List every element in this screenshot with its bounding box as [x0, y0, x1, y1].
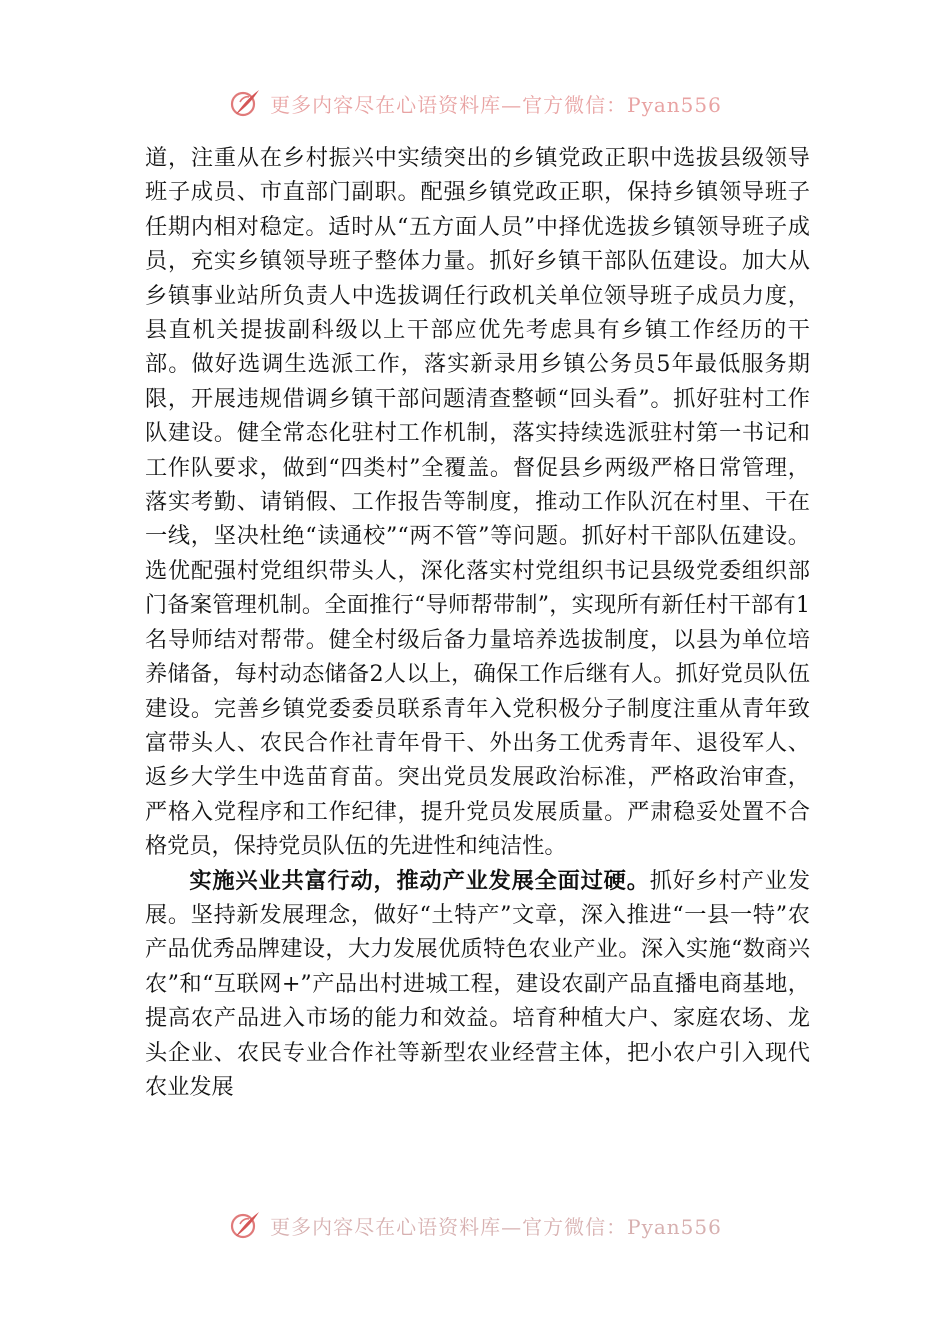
- paragraph-2-heading: 实施兴业共富行动，推动产业发展全面过硬。: [189, 867, 650, 894]
- body-text: [145, 141, 810, 1104]
- quill-logo-icon: [228, 86, 262, 120]
- paragraph-2: [145, 864, 810, 1105]
- paragraph-2-text: 抓好乡村产业发展。坚持新发展理念，做好“土特产”文章，深入推进“一县一特”农产品优秀品牌建设，大力发展优质特色农业产业。深入实施“数商兴农”和“互联网+”产品出村进城工程，建设农副产品直播电商基地，提高农产品进入市场的能力和效益。培育种植大户、家庭农场、龙头企业、农民专业合作社等新型农业经营主体，把小农户引入现代农业发展: [145, 867, 811, 1100]
- footer-watermark-text: 更多内容尽在心语资料库—官方微信：Pyan556: [270, 1214, 722, 1239]
- paragraph-1: 道，注重从在乡村振兴中实绩突出的乡镇党政正职中选拔县级领导班子成员、市直部门副职。配强乡镇党政正职，保持乡镇领导班子任期内相对稳定。适时从“五方面人员”中择优选拔乡镇领导班子成员，充实乡镇领导班子整体力量。抓好乡镇干部队伍建设。加大从乡镇事业站所负责人中选拔调任行政机关单位领导班子成员力度，县直机关提拔副科级以上干部应优先考虑具有乡镇工作经历的干部。做好选调生选派工作，落实新录用乡镇公务员5年最低服务期限，开展违规借调乡镇干部问题清查整顿“回头看”。抓好驻村工作队建设。健全常态化驻村工作机制，落实持续选派驻村第一书记和工作队要求，做到“四类村”全覆盖。督促县乡两级严格日常管理，落实考勤、请销假、工作报告等制度，推动工作队沉在村里、干在一线，坚决杜绝“读通校”“两不管”等问题。抓好村干部队伍建设。选优配强村党组织带头人，深化落实村党组织书记县级党委组织部门备案管理机制。全面推行“导师帮带制”，实现所有新任村干部有1名导师结对帮带。健全村级后备力量培养选拔制度，以县为单位培养储备，每村动态储备2人以上，确保工作后继有人。抓好党员队伍建设。完善乡镇党委委员联系青年入党积极分子制度注重从青年致富带头人、农民合作社青年骨干、外出务工优秀青年、退役军人、返乡大学生中选苗育苗。突出党员发展政治标准，严格政治审查，严格入党程序和工作纪律，提升党员发展质量。严肃稳妥处置不合格党员，保持党员队伍的先进性和纯洁性。: [145, 145, 810, 860]
- header-watermark-text: 更多内容尽在心语资料库—官方微信：Pyan556: [270, 92, 722, 117]
- footer-watermark: [0, 1208, 950, 1242]
- quill-logo-icon: [228, 1208, 262, 1242]
- header-watermark: [0, 86, 950, 120]
